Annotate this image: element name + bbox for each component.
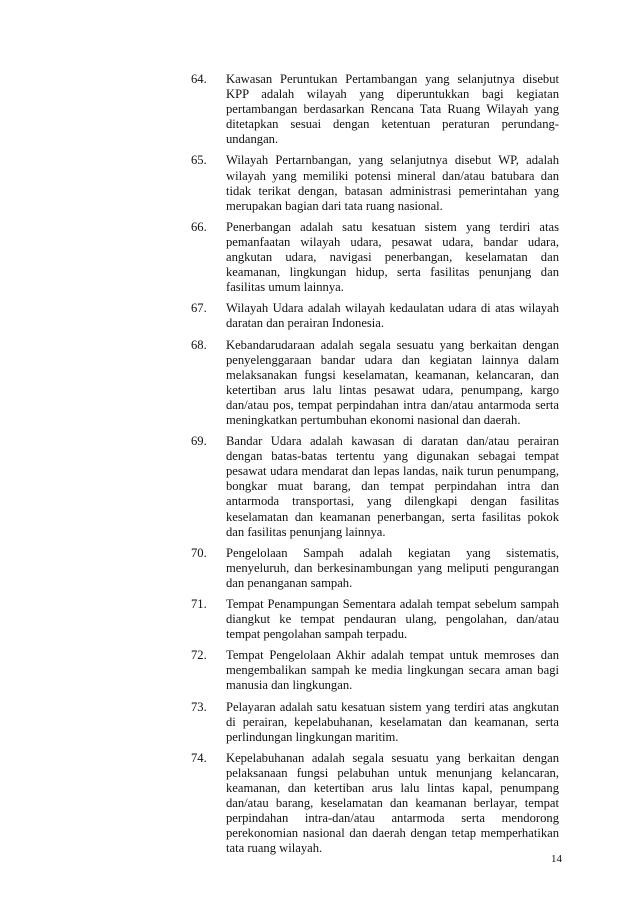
definition-number: 67. [191,301,207,316]
definition-number: 71. [191,597,207,611]
definition-number: 70. [191,545,207,560]
definition-number: 64. [191,72,207,86]
definition-text: Kawasan Peruntukan Pertambangan yang selanjutnya disebut KPP adalah wilayah yang diperuntukkan bagi kegiatan pertambangan berdasarkan Rencana Tata Ruang Wilayah yang ditetapkan sesuai dengan ketentuan peraturan perundang-undangan. [226,72,559,147]
definition-item-68 [191,338,559,429]
definition-number: 65. [191,153,207,168]
definition-text: Penerbangan adalah satu kesatuan sistem yang terdiri atas pemanfaatan wilayah udara, pesawat udara, bandar udara, angkutan udara, navigasi penerbangan, keselamatan dan keamanan, lingkungan hidup, serta fasilitas penunjang dan fasilitas umum lainnya. [226,219,559,295]
definition-item-69 [191,434,559,540]
definition-number: 73. [191,699,207,714]
definition-item-67 [191,301,559,331]
definition-text: Kebandarudaraan adalah segala sesuatu yang berkaitan dengan penyelenggaraan bandar udara dan kegiatan lainnya dalam melaksanakan fungsi keselamatan, keamanan, kelancaran, dan ketertiban arus lalu lintas pesawat udara, penumpang, kargo dan/atau pos, tempat perpindahan intra dan/atau antarmoda serta meningkatkan pertumbuhan ekonomi nasional dan daerah. [226,337,559,427]
definition-item-71 [191,597,559,642]
definition-text: Pelayaran adalah satu kesatuan sistem yang terdiri atas angkutan di perairan, kepelabuhanan, keselamatan dan keamanan, serta perlindungan lingkungan maritim. [226,699,559,744]
definition-number: 66. [191,219,207,234]
definition-text: Tempat Penampungan Sementara adalah tempat sebelum sampah diangkut ke tempat pendauran ulang, pengolahan, dan/atau tempat pengolahan sampah terpadu. [226,597,559,642]
definition-item-72 [191,648,559,693]
definition-number: 74. [191,750,207,765]
definition-text: Wilayah Udara adalah wilayah kedaulatan udara di atas wilayah daratan dan perairan Indonesia. [226,301,559,331]
definition-item-74 [191,751,559,857]
definition-text: Wilayah Pertarnbangan, yang selanjutnya disebut WP, adalah wilayah yang memiliki potensi mineral dan/atau batubara dan tidak terikat dengan, batasan administrasi pemerintahan yang merupakan bagian dari tata ruang nasional. [226,153,559,213]
definition-item-70 [191,546,559,591]
definition-list [191,72,559,863]
definition-item-66 [191,220,559,295]
definition-text: Kepelabuhanan adalah segala sesuatu yang berkaitan dengan pelaksanaan fungsi pelabuhan untuk menunjang kelancaran, keamanan, dan ketertiban arus lalu lintas kapal, penumpang dan/atau barang, keselamatan dan keamanan berlayar, tempat perpindahan intra-dan/atau antarmoda serta mendorong perekonomian nasional dan daerah dengan tetap memperhatikan tata ruang wilayah. [226,750,559,856]
definition-number: 72. [191,648,207,663]
page-number: 14 [551,853,562,865]
definition-text: Bandar Udara adalah kawasan di daratan dan/atau perairan dengan batas-batas tertentu yang digunakan sebagai tempat pesawat udara mendarat dan lepas landas, naik turun penumpang, bongkar muat barang, dan tempat perpindahan intra dan antarmoda transportasi, yang dilengkapi dengan fasilitas keselamatan dan keamanan penerbangan, serta fasilitas pokok dan fasilitas penunjang lainnya. [226,434,559,539]
definition-text: Pengelolaan Sampah adalah kegiatan yang sistematis, menyeluruh, dan berkesinambungan yang meliputi pengurangan dan penanganan sampah. [226,545,559,590]
definition-text: Tempat Pengelolaan Akhir adalah tempat untuk memroses dan mengembalikan sampah ke media lingkungan secara aman bagi manusia dan lingkungan. [226,648,559,693]
definition-number: 68. [191,337,207,352]
definition-item-65 [191,153,559,213]
definition-number: 69. [191,434,207,449]
definition-item-64 [191,72,559,147]
definition-item-73 [191,700,559,745]
